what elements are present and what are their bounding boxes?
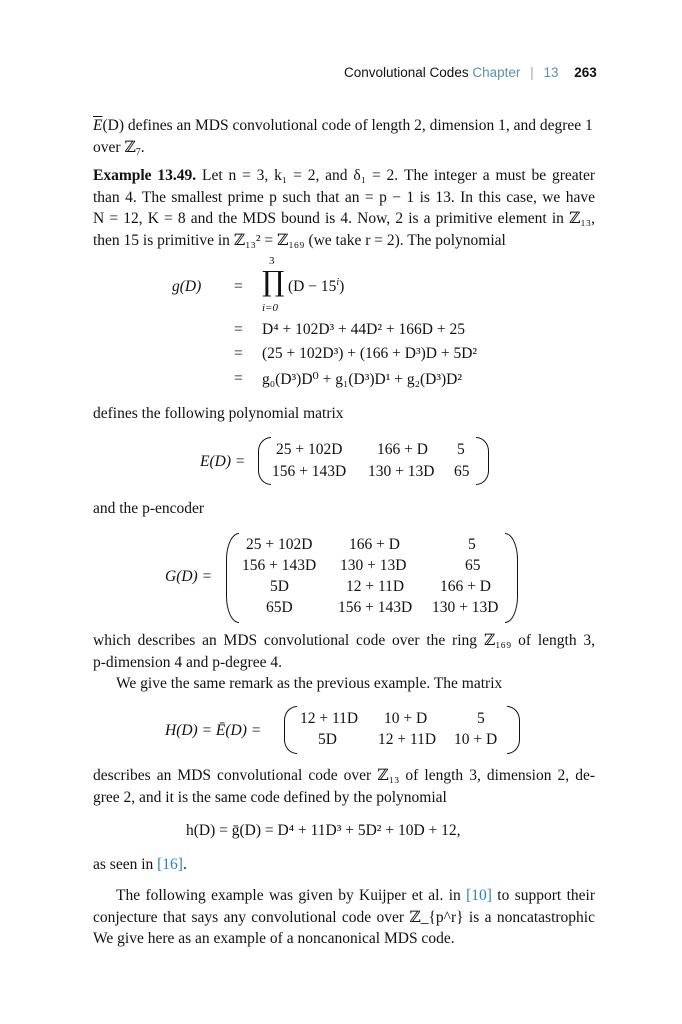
h-polynomial: h(D) = ḡ(D) = D⁴ + 11D³ + 5D² + 10D + 12, (186, 822, 461, 839)
e-r2c2: 130 + 13D (368, 463, 435, 480)
g-eq-4: = (234, 370, 243, 387)
citation-10[interactable]: [10] (466, 887, 492, 904)
h-r1c3: 5 (477, 710, 485, 727)
e-left-paren (258, 437, 271, 485)
paragraph-top-line1: $\overline{E}(D)$ defines an MDS convolutional code of length 2, dimension 1, and degree 1 (93, 117, 593, 134)
chapter-number: 13 (543, 65, 559, 80)
e-r1c3: 5 (457, 441, 465, 458)
page-number: 263 (574, 65, 597, 80)
chapter-label: Chapter (472, 65, 521, 80)
h-r2c1: 5D (318, 731, 337, 748)
e-r2c3: 65 (454, 463, 470, 480)
g-r4c1: 65D (266, 599, 293, 616)
mds-line-1: which describes an MDS convolutional code over the ring ℤ₁₆₉ of length 3, (93, 632, 595, 649)
e-r2c1: 156 + 143D (272, 463, 347, 480)
running-header (344, 65, 597, 80)
g-line-4: g₀(D³)D⁰ + g₁(D³)D¹ + g₂(D³)D² (262, 371, 463, 388)
example-line-4: then 15 is primitive in ℤ₁₃² = ℤ₁₆₉ (we take r = 2). The polynomial (93, 231, 506, 249)
h-r1c1: 12 + 11D (300, 710, 359, 727)
g-line-3: (25 + 102D³) + (166 + D³)D + 5D² (262, 345, 478, 362)
e-right-paren (476, 437, 489, 485)
e-r1c1: 25 + 102D (276, 441, 343, 458)
text-encoder: and the p-encoder (93, 500, 205, 517)
describes-paragraph (93, 765, 595, 808)
e-r1c2: 166 + D (377, 441, 428, 458)
text-defines: defines the following polynomial matrix (93, 405, 344, 422)
prod-body: $(D - 15^i)$ (288, 277, 345, 295)
header-separator: | (530, 65, 534, 80)
example-paragraph (93, 165, 595, 251)
mds-line-2: p-dimension 4 and p-degree 4. (93, 653, 282, 671)
g-line-2: D⁴ + 102D³ + 44D² + 166D + 25 (262, 321, 465, 338)
h-left-paren (284, 706, 297, 754)
g-eq-3: = (234, 345, 243, 362)
example-line-2: than 4. The smallest prime p such that an = p − 1 is 13. In this case, we have (93, 188, 595, 206)
g-r1c2: 166 + D (349, 536, 400, 553)
paragraph-top-line2: over ℤ$_7$. (93, 139, 145, 158)
example-line-3: N = 12, K = 8 and the MDS bound is 4. Now, 2 is a primitive element in ℤ₁₃, (93, 210, 595, 227)
h-r1c2: 10 + D (384, 710, 428, 727)
g-r4c3: 130 + 13D (432, 599, 499, 616)
h-r2c2: 12 + 11D (378, 731, 437, 748)
as-seen-line: as seen in [16]. (93, 856, 187, 873)
h-r2c3: 10 + D (454, 731, 498, 748)
book-title: Convolutional Codes (344, 65, 469, 80)
product-symbol: ∏ (262, 265, 285, 298)
g-r2c1: 156 + 143D (242, 557, 317, 574)
h-matrix-lhs: H(D) = Ē(D) = (165, 722, 262, 739)
final-paragraph (93, 885, 595, 950)
g-lhs: g(D) (172, 278, 202, 295)
g-r2c3: 65 (465, 557, 481, 574)
g-r1c1: 25 + 102D (246, 536, 313, 553)
citation-16[interactable]: [16] (157, 856, 183, 873)
g-right-paren (505, 533, 518, 623)
g-r1c3: 5 (468, 536, 476, 553)
describes-line-1: describes an MDS convolutional code over ℤ₁₃ of length 3, dimension 2, de- (93, 767, 595, 784)
e-matrix-lhs: E(D) = (200, 453, 246, 470)
example-line-1: Example 13.49. Let n = 3, k₁ = 2, and δ₁ = 2. The integer a must be greater (93, 167, 595, 184)
prod-lower-limit: i=0 (262, 302, 278, 314)
g-r3c1: 5D (270, 578, 289, 595)
g-r3c2: 12 + 11D (346, 578, 405, 595)
g-r3c3: 166 + D (440, 578, 491, 595)
example-label: Example 13.49. (93, 167, 197, 184)
g-r2c2: 130 + 13D (340, 557, 407, 574)
final-line-3: We give here as an example of a noncanonical MDS code. (93, 930, 455, 947)
g-matrix-lhs: G(D) = (165, 568, 213, 585)
mds-paragraph (93, 630, 595, 695)
final-line-1: The following example was given by Kuijper et al. in [10] to support their (116, 887, 595, 904)
g-eq-1: = (234, 278, 243, 295)
describes-line-2: gree 2, and it is the same code defined by the polynomial (93, 788, 447, 806)
g-left-paren (226, 533, 239, 623)
final-line-2: conjecture that says any convolutional code over ℤ_{p^r} is a noncatastrophic (93, 908, 595, 926)
mds-line-3: We give the same remark as the previous example. The matrix (116, 675, 503, 692)
g-r4c2: 156 + 143D (338, 599, 413, 616)
h-right-paren (507, 706, 520, 754)
g-eq-2: = (234, 321, 243, 338)
prod-upper-limit: 3 (269, 255, 275, 267)
